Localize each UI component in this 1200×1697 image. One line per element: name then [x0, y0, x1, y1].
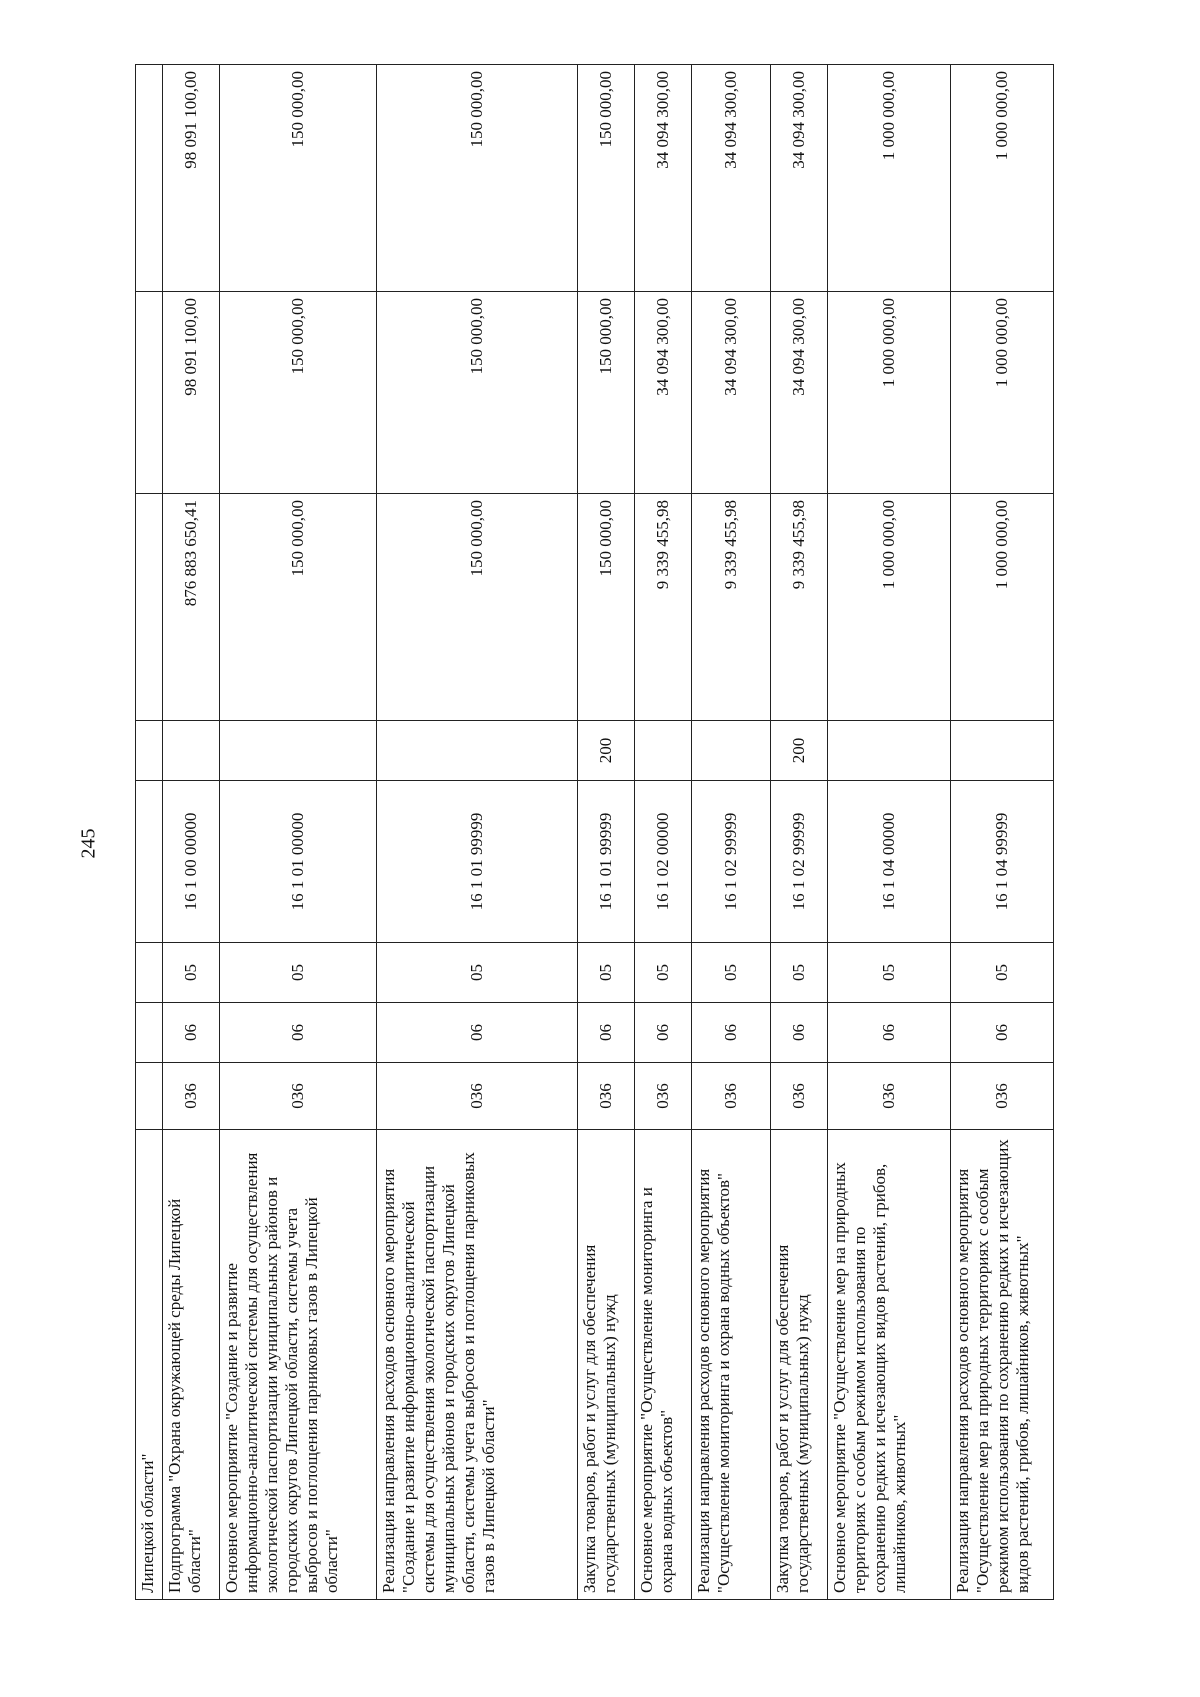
subsection-code: 05 [635, 943, 692, 1003]
section-code: 06 [377, 1003, 578, 1063]
amount-year-3: 150 000,00 [377, 65, 578, 292]
amount-year-2: 98 091 100,00 [163, 292, 220, 494]
amount-year-1: 1 000 000,00 [828, 494, 951, 721]
subsection-code [136, 943, 163, 1003]
row-name: Закупка товаров, работ и услуг для обеспечения государственных (муниципальных) нужд [578, 1130, 635, 1600]
target-article-code: 16 1 01 99999 [377, 781, 578, 943]
section-code: 06 [163, 1003, 220, 1063]
row-name: Реализация направления расходов основного мероприятия "Осуществление мониторинга и охрана водных объектов" [692, 1130, 771, 1600]
expense-type-code [828, 721, 951, 781]
amount-year-2 [136, 292, 163, 494]
amount-year-3: 34 094 300,00 [692, 65, 771, 292]
ministry-code: 036 [163, 1063, 220, 1130]
expense-type-code [951, 721, 1054, 781]
row-name: Реализация направления расходов основного мероприятия "Создание и развитие информационно-аналитической системы для осуществления экологической паспортизации муниципальных районов и городских округов Липецкой области, системы учета выбросов и поглощения парниковых газов в Липецкой области" [377, 1130, 578, 1600]
page-number: 245 [77, 828, 100, 859]
row-name: Основное мероприятие "Осуществление мер на природных территориях с особым режимом использования по сохранению редких и исчезающих видов растений, грибов, лишайников, животных" [828, 1130, 951, 1600]
expense-type-code [136, 721, 163, 781]
expense-type-code [635, 721, 692, 781]
ministry-code: 036 [635, 1063, 692, 1130]
amount-year-1 [136, 494, 163, 721]
amount-year-3: 150 000,00 [220, 65, 377, 292]
row-name: Основное мероприятие "Осуществление мониторинга и охрана водных объектов" [635, 1130, 692, 1600]
amount-year-1: 150 000,00 [220, 494, 377, 721]
subsection-code: 05 [771, 943, 828, 1003]
ministry-code: 036 [771, 1063, 828, 1130]
amount-year-3: 1 000 000,00 [828, 65, 951, 292]
expense-type-code: 200 [771, 721, 828, 781]
ministry-code: 036 [828, 1063, 951, 1130]
target-article-code: 16 1 02 99999 [771, 781, 828, 943]
subsection-code: 05 [951, 943, 1054, 1003]
row-name: Основное мероприятие "Создание и развитие информационно-аналитической системы для осуществления экологической паспортизации муниципальных районов и городских округов Липецкой области, системы учета выбросов и поглощения парниковых газов в Липецкой области" [220, 1130, 377, 1600]
amount-year-2: 34 094 300,00 [771, 292, 828, 494]
subsection-code: 05 [828, 943, 951, 1003]
row-name: Закупка товаров, работ и услуг для обеспечения государственных (муниципальных) нужд [771, 1130, 828, 1600]
expense-type-code: 200 [578, 721, 635, 781]
ministry-code: 036 [692, 1063, 771, 1130]
section-code: 06 [635, 1003, 692, 1063]
table-row [220, 65, 377, 1600]
target-article-code: 16 1 01 00000 [220, 781, 377, 943]
amount-year-1: 1 000 000,00 [951, 494, 1054, 721]
target-article-code: 16 1 04 99999 [951, 781, 1054, 943]
subsection-code: 05 [377, 943, 578, 1003]
amount-year-2: 1 000 000,00 [951, 292, 1054, 494]
amount-year-1: 9 339 455,98 [692, 494, 771, 721]
subsection-code: 05 [220, 943, 377, 1003]
ministry-code: 036 [578, 1063, 635, 1130]
table-row [136, 65, 163, 1600]
amount-year-1: 150 000,00 [578, 494, 635, 721]
table-row [163, 65, 220, 1600]
expense-type-code [163, 721, 220, 781]
subsection-code: 05 [578, 943, 635, 1003]
row-name: Реализация направления расходов основного мероприятия "Осуществление мер на природных территориях с особым режимом использования по сохранению редких и исчезающих видов растений, грибов, лишайников, животных" [951, 1130, 1054, 1600]
section-code: 06 [220, 1003, 377, 1063]
section-code: 06 [828, 1003, 951, 1063]
expense-type-code [692, 721, 771, 781]
table-row [771, 65, 828, 1600]
expense-type-code [377, 721, 578, 781]
section-code: 06 [578, 1003, 635, 1063]
target-article-code: 16 1 02 00000 [635, 781, 692, 943]
target-article-code: 16 1 04 00000 [828, 781, 951, 943]
table-row [951, 65, 1054, 1600]
subsection-code: 05 [163, 943, 220, 1003]
amount-year-3: 150 000,00 [578, 65, 635, 292]
amount-year-2: 150 000,00 [220, 292, 377, 494]
amount-year-3: 98 091 100,00 [163, 65, 220, 292]
row-name: Липецкой области" [136, 1130, 163, 1600]
amount-year-3: 34 094 300,00 [635, 65, 692, 292]
amount-year-1: 150 000,00 [377, 494, 578, 721]
table-row [377, 65, 578, 1600]
section-code: 06 [692, 1003, 771, 1063]
ministry-code [136, 1063, 163, 1130]
ministry-code: 036 [220, 1063, 377, 1130]
amount-year-1: 876 883 650,41 [163, 494, 220, 721]
amount-year-2: 34 094 300,00 [635, 292, 692, 494]
amount-year-2: 34 094 300,00 [692, 292, 771, 494]
table-row [635, 65, 692, 1600]
table-row [578, 65, 635, 1600]
target-article-code: 16 1 01 99999 [578, 781, 635, 943]
target-article-code: 16 1 02 99999 [692, 781, 771, 943]
amount-year-1: 9 339 455,98 [635, 494, 692, 721]
amount-year-2: 150 000,00 [377, 292, 578, 494]
table-row [828, 65, 951, 1600]
amount-year-1: 9 339 455,98 [771, 494, 828, 721]
amount-year-2: 150 000,00 [578, 292, 635, 494]
target-article-code: 16 1 00 00000 [163, 781, 220, 943]
section-code [136, 1003, 163, 1063]
amount-year-3 [136, 65, 163, 292]
table-row [692, 65, 771, 1600]
row-name: Подпрограмма "Охрана окружающей среды Липецкой области" [163, 1130, 220, 1600]
section-code: 06 [771, 1003, 828, 1063]
target-article-code [136, 781, 163, 943]
ministry-code: 036 [951, 1063, 1054, 1130]
amount-year-3: 34 094 300,00 [771, 65, 828, 292]
budget-table [135, 64, 1054, 1600]
section-code: 06 [951, 1003, 1054, 1063]
ministry-code: 036 [377, 1063, 578, 1130]
amount-year-3: 1 000 000,00 [951, 65, 1054, 292]
subsection-code: 05 [692, 943, 771, 1003]
expense-type-code [220, 721, 377, 781]
budget-table-rotated [135, 65, 1075, 1600]
amount-year-2: 1 000 000,00 [828, 292, 951, 494]
